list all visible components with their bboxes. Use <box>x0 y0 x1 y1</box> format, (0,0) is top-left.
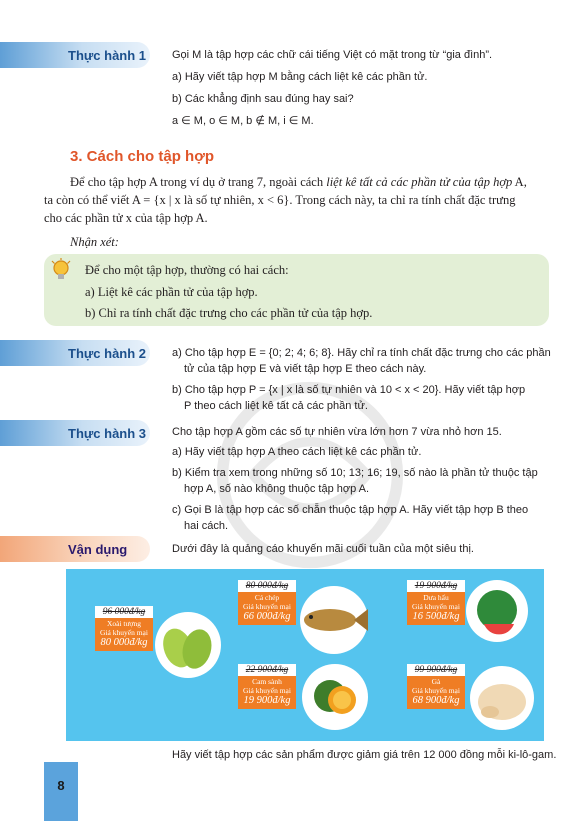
remark-line-3: b) Chỉ ra tính chất đặc trưng cho các phần tử của tập hợp. <box>85 306 373 320</box>
mango-image <box>160 620 216 672</box>
paragraph-text-italic: liệt kê tất cả các phần tử của tập hợp <box>326 175 513 189</box>
practice-2-tag-label: Thực hành 2 <box>68 345 147 361</box>
practice-2-b-line-1: b) Cho tập hợp P = {x | x là số tự nhiên và 10 < x < 20}. Hãy viết tập hợp <box>172 384 526 396</box>
practice-3-a: a) Hãy viết tập hợp A theo cách liệt kê các phần tử. <box>172 446 422 458</box>
practice-3-tag-label: Thực hành 3 <box>68 425 147 441</box>
section-paragraph-line-2: ta còn có thể viết A = {x | x là số tự nhiên, x < 6}. Trong cách này, ta chỉ ra tính chất đặc trưng <box>44 193 516 207</box>
practice-3-tag <box>0 420 150 446</box>
promo-label: Giá khuyến mại <box>100 628 148 637</box>
new-price: 68 900đ/kg <box>412 695 460 706</box>
remark-line-2: a) Liệt kê các phần tử của tập hợp. <box>85 285 258 299</box>
price-label-orange <box>238 664 296 709</box>
old-price: 99 900đ/kg <box>407 664 465 676</box>
section-title: 3. Cách cho tập hợp <box>70 148 215 165</box>
promo-label: Giá khuyến mại <box>243 602 291 611</box>
application-tag <box>0 536 150 562</box>
new-price: 66 000đ/kg <box>243 611 291 622</box>
application-intro: Dưới đây là quảng cáo khuyến mãi cuối tuần của một siêu thị. <box>172 543 474 555</box>
practice-1-tag <box>0 42 150 68</box>
product-name: Xoài tượng <box>106 619 142 628</box>
price-label-mango <box>95 606 153 651</box>
product-name: Cam sành <box>252 677 282 686</box>
practice-3-c-line-1: c) Gọi B là tập hợp các số chẵn thuộc tập hợp A. Hãy viết tập hợp B theo <box>172 504 529 516</box>
practice-1-line-2: a) Hãy viết tập hợp M bằng cách liệt kê các phần tử. <box>172 71 428 83</box>
promo-label: Giá khuyến mại <box>412 602 460 611</box>
price-label-chicken <box>407 664 465 709</box>
promo-label: Giá khuyến mại <box>412 686 460 695</box>
practice-2-a-line-1: a) Cho tập hợp E = {0; 2; 4; 6; 8}. Hãy chỉ ra tính chất đặc trưng cho các phần <box>172 347 551 359</box>
application-tag-label: Vận dụng <box>68 541 128 557</box>
paragraph-text-a: Để cho tập hợp A trong ví dụ ở trang 7, ngoài cách <box>70 175 327 189</box>
practice-2-tag <box>0 340 150 366</box>
orange-image <box>308 670 364 724</box>
old-price: 96 000đ/kg <box>95 606 153 618</box>
fish-image <box>298 604 370 636</box>
practice-3-b-line-2: hợp A, số nào không thuộc tập hợp A. <box>184 483 370 495</box>
practice-2-b-line-2: P theo cách liệt kê tất cả các phần tử. <box>184 400 368 412</box>
new-price: 19 900đ/kg <box>243 695 291 706</box>
application-question: Hãy viết tập hợp các sản phẩm được giảm giá trên 12 000 đồng mỗi ki-lô-gam. <box>172 749 557 761</box>
practice-1-line-3: b) Các khẳng định sau đúng hay sai? <box>172 93 354 105</box>
product-name: Gà <box>431 677 441 686</box>
product-name: Cá chép <box>254 593 280 602</box>
price-label-watermelon <box>407 580 465 625</box>
practice-1-tag-label: Thực hành 1 <box>68 47 147 63</box>
lightbulb-icon <box>50 258 72 284</box>
chicken-image <box>472 676 532 726</box>
old-price: 19 900đ/kg <box>407 580 465 592</box>
remark-label: Nhận xét: <box>70 235 119 249</box>
section-paragraph-line-3: cho các phần tử x của tập hợp A. <box>44 211 208 225</box>
product-name: Dưa hấu <box>423 593 449 602</box>
practice-1-line-4: a ∈ M, o ∈ M, b ∉ M, i ∈ M. <box>172 115 314 127</box>
page-number: 8 <box>57 778 65 793</box>
watermelon-image <box>470 584 524 638</box>
old-price: 22 900đ/kg <box>238 664 296 676</box>
practice-3-b-line-1: b) Kiểm tra xem trong những số 10; 13; 16; 19, số nào là phần tử thuộc tập <box>172 467 538 479</box>
practice-3-intro: Cho tập hợp A gồm các số tự nhiên vừa lớn hơn 7 vừa nhỏ hơn 15. <box>172 426 502 438</box>
promo-label: Giá khuyến mại <box>243 686 291 695</box>
old-price: 80 000đ/kg <box>238 580 296 592</box>
remark-line-1: Để cho một tập hợp, thường có hai cách: <box>85 263 289 277</box>
paragraph-text-b: A, <box>512 175 527 189</box>
new-price: 16 500đ/kg <box>412 611 460 622</box>
section-paragraph-line-1 <box>70 174 527 191</box>
practice-3-c-line-2: hai cách. <box>184 520 229 532</box>
practice-2-a-line-2: tử của tập hợp E và viết tập hợp E theo cách này. <box>184 363 427 375</box>
price-label-fish <box>238 580 296 625</box>
practice-1-line-1: Gọi M là tập hợp các chữ cái tiếng Việt có mặt trong từ “gia đình”. <box>172 49 493 61</box>
new-price: 80 000đ/kg <box>100 637 148 648</box>
